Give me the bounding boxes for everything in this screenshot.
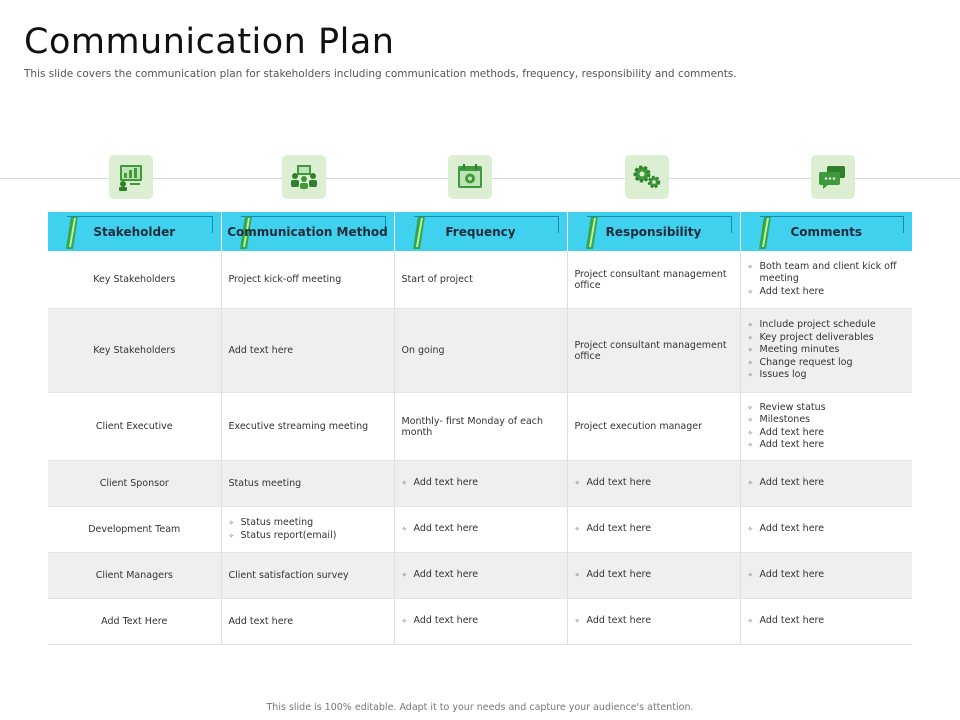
cell-comments <box>740 599 912 645</box>
bullet-list <box>575 569 733 582</box>
cell-text: Project consultant management office <box>574 339 727 362</box>
cell-text: Monthly- first Monday of each month <box>401 415 544 438</box>
header-communication-method <box>221 212 394 251</box>
cell-method <box>221 553 394 599</box>
bullet-item: ✧ Status meeting <box>229 517 387 530</box>
bullet-item: ✧ Add text here <box>748 439 906 452</box>
bullet-list <box>748 569 906 582</box>
bullet-item: ✧ Meeting minutes <box>748 344 906 357</box>
cell-comments <box>740 251 912 309</box>
cell-responsibility <box>567 553 740 599</box>
bullet-list <box>402 477 560 490</box>
bullet-item: ✧ Change request log <box>748 357 906 370</box>
cell-stakeholder: Client Executive <box>48 393 221 461</box>
cell-method <box>221 251 394 309</box>
cell-text: Project execution manager <box>574 421 703 432</box>
cell-comments <box>740 393 912 461</box>
chat-bubbles-icon <box>811 155 855 199</box>
cell-text: On going <box>401 345 445 356</box>
bullet-item: ✧ Include project schedule <box>748 319 906 332</box>
bullet-item: ✧ Add text here <box>575 523 733 536</box>
cell-method <box>221 309 394 393</box>
footer-note: This slide is 100% editable. Adapt it to your needs and capture your audience's attention. <box>266 702 694 713</box>
presentation-chart-icon <box>109 155 153 199</box>
table-header-row <box>48 212 912 251</box>
table-row <box>48 553 912 599</box>
cell-frequency <box>394 553 567 599</box>
header-stakeholder <box>48 212 221 251</box>
cell-text: Status meeting <box>228 478 302 489</box>
cell-frequency <box>394 393 567 461</box>
cell-text: Start of project <box>401 274 473 285</box>
team-meeting-icon <box>282 155 326 199</box>
bullet-item: ✧ Add text here <box>748 523 906 536</box>
cell-responsibility <box>567 393 740 461</box>
cell-comments <box>740 507 912 553</box>
bullet-list <box>402 615 560 628</box>
bullet-list <box>229 517 387 542</box>
cell-frequency <box>394 309 567 393</box>
cell-stakeholder: Client Sponsor <box>48 461 221 507</box>
cell-stakeholder: Key Stakeholders <box>48 309 221 393</box>
bullet-item: ✧ Add text here <box>748 569 906 582</box>
bullet-item: ✧ Add text here <box>402 477 560 490</box>
bullet-item: ✧ Add text here <box>748 477 906 490</box>
bullet-item: ✧ Add text here <box>748 286 906 299</box>
table-row <box>48 393 912 461</box>
header-label: Responsibility <box>605 224 702 239</box>
cell-responsibility <box>567 507 740 553</box>
bullet-list <box>748 615 906 628</box>
bullet-item: ✧ Add text here <box>575 569 733 582</box>
cell-responsibility <box>567 251 740 309</box>
bullet-item: ✧ Review status <box>748 402 906 415</box>
cell-stakeholder: Client Managers <box>48 553 221 599</box>
cell-responsibility <box>567 461 740 507</box>
bullet-item: ✧ Add text here <box>748 427 906 440</box>
bullet-item: ✧ Issues log <box>748 369 906 382</box>
cell-responsibility <box>567 309 740 393</box>
bullet-list <box>748 402 906 452</box>
cell-stakeholder: Key Stakeholders <box>48 251 221 309</box>
cell-text: Add text here <box>228 616 294 627</box>
page-subtitle: This slide covers the communication plan for stakeholders including communication methods, frequency, responsibility and comments. <box>24 68 737 80</box>
cell-frequency <box>394 461 567 507</box>
bullet-list <box>575 615 733 628</box>
calendar-settings-icon <box>448 155 492 199</box>
header-label: Comments <box>790 224 863 239</box>
bullet-item: ✧ Add text here <box>748 615 906 628</box>
bullet-item: ✧ Add text here <box>402 615 560 628</box>
communication-plan-table <box>48 212 912 645</box>
bullet-item: ✧ Both team and client kick off meeting <box>748 261 906 286</box>
cell-frequency <box>394 507 567 553</box>
cell-text: Project kick-off meeting <box>228 274 342 285</box>
cell-stakeholder: Development Team <box>48 507 221 553</box>
bullet-item: ✧ Status report(email) <box>229 530 387 543</box>
cell-responsibility <box>567 599 740 645</box>
page-title: Communication Plan <box>24 22 395 62</box>
header-label: Stakeholder <box>93 224 176 239</box>
header-responsibility <box>567 212 740 251</box>
gears-icon <box>625 155 669 199</box>
bullet-item: ✧ Milestones <box>748 414 906 427</box>
cell-method <box>221 507 394 553</box>
header-label: Communication Method <box>227 224 388 239</box>
cell-frequency <box>394 251 567 309</box>
cell-frequency <box>394 599 567 645</box>
cell-method <box>221 599 394 645</box>
bullet-item: ✧ Add text here <box>575 615 733 628</box>
cell-text: Project consultant management office <box>574 268 727 291</box>
table-row <box>48 461 912 507</box>
cell-text: Executive streaming meeting <box>228 421 369 432</box>
bullet-list <box>748 319 906 382</box>
bullet-list <box>748 261 906 299</box>
bullet-list <box>402 523 560 536</box>
table-row <box>48 251 912 309</box>
table-row <box>48 507 912 553</box>
header-label: Frequency <box>445 224 516 239</box>
table-row <box>48 599 912 645</box>
bullet-list <box>748 477 906 490</box>
cell-stakeholder: Add Text Here <box>48 599 221 645</box>
cell-comments <box>740 461 912 507</box>
header-comments <box>740 212 912 251</box>
table-row <box>48 309 912 393</box>
bullet-item: ✧ Key project deliverables <box>748 332 906 345</box>
cell-method <box>221 393 394 461</box>
cell-comments <box>740 309 912 393</box>
header-frequency <box>394 212 567 251</box>
cell-text: Add text here <box>228 345 294 356</box>
bullet-list <box>575 477 733 490</box>
bullet-item: ✧ Add text here <box>402 523 560 536</box>
bullet-list <box>748 523 906 536</box>
bullet-item: ✧ Add text here <box>575 477 733 490</box>
cell-comments <box>740 553 912 599</box>
bullet-item: ✧ Add text here <box>402 569 560 582</box>
bullet-list <box>402 569 560 582</box>
cell-text: Client satisfaction survey <box>228 570 349 581</box>
cell-method <box>221 461 394 507</box>
bullet-list <box>575 523 733 536</box>
